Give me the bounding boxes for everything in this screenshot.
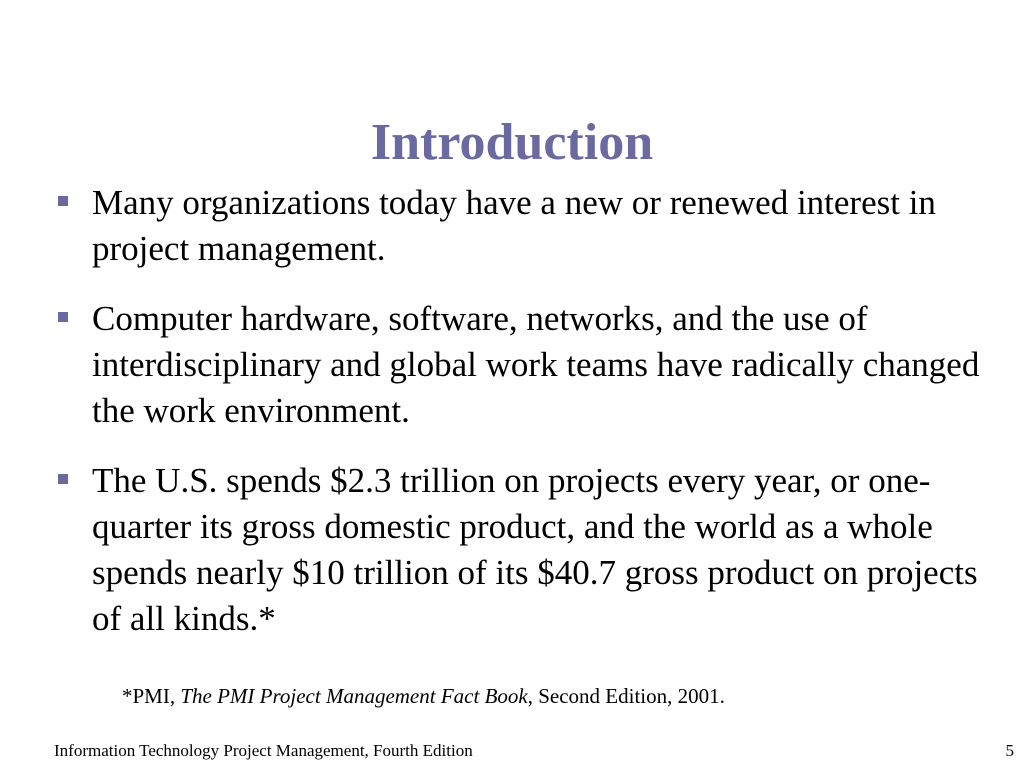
footnote-suffix: , Second Edition, 2001. [527,684,725,708]
footnote-book-title: The PMI Project Management Fact Book [180,684,528,708]
bullet-item [54,458,984,642]
bullet-text: The U.S. spends $2.3 trillion on projects every year, or one-quarter its gross domestic product, and the world as a whole spends nearly $10 trillion of its $40.7 gross product on projects of all kinds.* [92,461,978,638]
footnote-prefix: *PMI, [122,684,181,708]
square-bullet-icon [58,474,68,484]
bullet-list [54,180,984,666]
slide-title: Introduction [370,113,654,171]
bullet-item [54,296,984,434]
square-bullet-icon [58,196,68,206]
bullet-text: Many organizations today have a new or renewed interest in project management. [92,183,936,268]
bullet-text: Computer hardware, software, networks, and the use of interdisciplinary and global work teams have radically changed the work environment. [92,299,980,430]
bullet-item [54,180,984,272]
square-bullet-icon [58,312,68,322]
slide-number: 5 [1005,741,1014,760]
footnote [122,682,725,710]
footer-course-title: Information Technology Project Management, Fourth Edition [54,741,473,760]
